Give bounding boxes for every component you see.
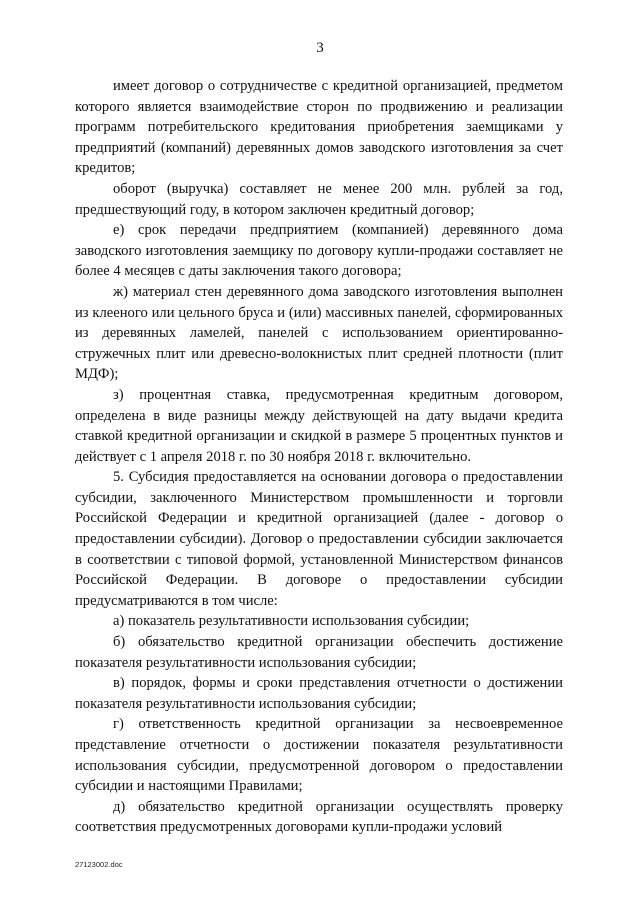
paragraph-item-a: а) показатель результативности использования субсидии; [113, 613, 470, 630]
paragraph-loan-cooperation: имеет договор о сотрудничестве с кредитной организацией, предметом которого является взаимодействие сторон по продвижению и реализации программ потребительского кредитования приобретения заемщиками у предприятий (компаний) деревянных домов заводского изготовления за счет кредитов; [75, 78, 563, 177]
document-body [75, 76, 563, 838]
footer-filename: 27123002.doc [75, 860, 123, 869]
page-number: 3 [316, 40, 324, 56]
paragraph-item-d: д) обязательство кредитной организации осуществлять проверку соответствия предусмотренных договорами купли-продажи условий [75, 798, 563, 836]
paragraph-turnover: оборот (выручка) составляет не менее 200 млн. рублей за год, предшествующий году, в котором заключен кредитный договор; [75, 180, 563, 218]
paragraph-clause-5: 5. Субсидия предоставляется на основании договора о предоставлении субсидии, заключенного Министерством промышленности и торговли Российской Федерации и кредитной организацией (далее - договор о предоставлении субсидии). Договор о предоставлении субсидии заключается в соответствии с типовой формой, установленной Министерством финансов Российской Федерации. В договоре о предоставлении субсидии предусматриваются в том числе: [75, 469, 563, 609]
paragraph-item-g: г) ответственность кредитной организации за несвоевременное представление отчетности о достижении показателя результативности использования субсидии, предусмотренной договором о предоставлении субсидии и настоящими Правилами; [75, 716, 563, 795]
paragraph-item-z: з) процентная ставка, предусмотренная кредитным договором, определена в виде разницы между действующей на дату выдачи кредита ставкой кредитной организации и скидкой в размере 5 процентных пунктов и действует с 1 апреля 2018 г. по 30 ноября 2018 г. включительно. [75, 386, 563, 465]
paragraph-item-zh: ж) материал стен деревянного дома заводского изготовления выполнен из клееного или цельного бруса и (или) массивных панелей, сформированных из деревянных ламелей, панелей с использованием ориентированно-стружечных плит или древесно-волокнистых плит средней плотности (плит МДФ); [75, 283, 563, 383]
paragraph-item-e: е) срок передачи предприятием (компанией) деревянного дома заводского изготовления заемщику по договору купли-продажи составляет не более 4 месяцев с даты заключения такого договора; [75, 222, 563, 280]
paragraph-item-b: б) обязательство кредитной организации обеспечить достижение показателя результативности использования субсидии; [75, 634, 563, 671]
paragraph-item-v: в) порядок, формы и сроки представления отчетности о достижении показателя результативности использования субсидии; [75, 675, 563, 712]
